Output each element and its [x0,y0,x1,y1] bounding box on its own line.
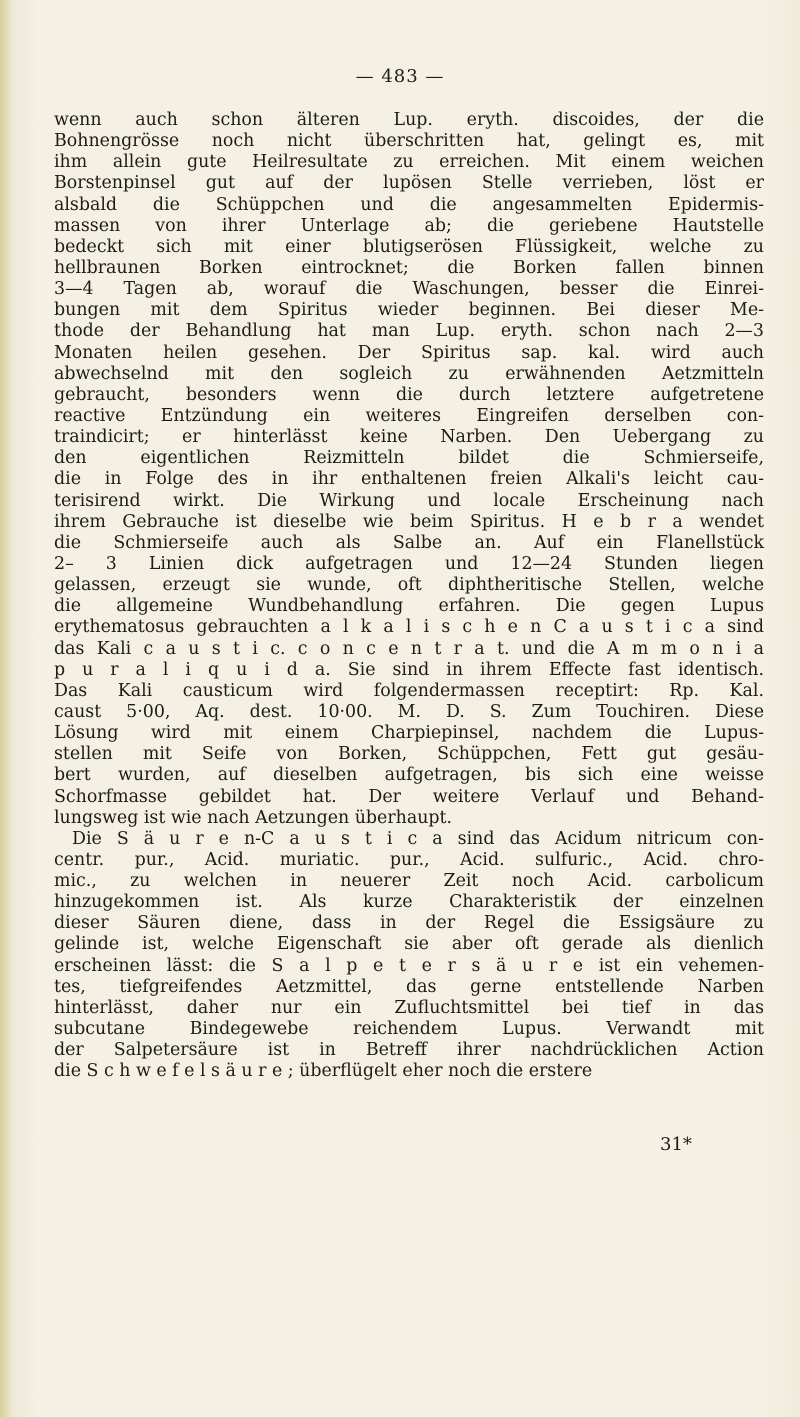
text-line: hellbraunen Borken eintrocknet; die Borken fallen binnen [54,257,764,278]
text-line: die S c h w e f e l s ä u r e ; überflügelt eher noch die erstere [54,1061,593,1082]
text-line: gelassen, erzeugt sie wunde, oft diphtheritische Stellen, welche [54,575,764,596]
text-line: ihrem Gebrauche ist dieselbe wie beim Spiritus. H e b r a wendet [54,511,764,532]
text-line: centr. pur., Acid. muriatic. pur., Acid. sulfuric., Acid. chro- [54,849,764,870]
text-line: erythematosus gebrauchten a l k a l i s c h e n C a u s t i c a sind [54,617,764,638]
text-line: bedeckt sich mit einer blutigserösen Flüssigkeit, welche zu [54,236,764,257]
text-line: hinzugekommen ist. Als kurze Charakteristik der einzelnen [54,892,764,913]
text-line: wenn auch schon älteren Lup. eryth. discoides, der die [54,110,764,130]
text-line: mic., zu welchen in neuerer Zeit noch Acid. carbolicum [54,871,764,892]
text-line: gebraucht, besonders wenn die durch letztere aufgetretene [54,384,764,405]
text-line: das Kali c a u s t i c. c o n c e n t r a t. und die A m m o n i a [54,638,764,659]
text-line: bert wurden, auf dieselben aufgetragen, bis sich eine weisse [54,765,764,786]
binding-shadow [0,0,12,1417]
text-line: Die S ä u r e n-C a u s t i c a sind das Acidum nitricum con- [72,828,764,849]
text-line: abwechselnd mit den sogleich zu erwähnenden Aetzmitteln [54,363,764,384]
text-line: thode der Behandlung hat man Lup. eryth. schon nach 2—3 [54,321,764,342]
text-line: die in Folge des in ihr enthaltenen freien Alkali's leicht cau- [54,469,764,490]
text-line: traindicirt; er hinterlässt keine Narben. Den Uebergang zu [54,427,764,448]
text-line: gelinde ist, welche Eigenschaft sie aber oft gerade als dienlich [54,934,764,955]
text-line: lungsweg ist wie nach Aetzungen überhaupt. [54,807,453,828]
text-line: die allgemeine Wundbehandlung erfahren. Die gegen Lupus [54,596,764,617]
text-line: caust 5·00, Aq. dest. 10·00. M. D. S. Zum Touchiren. Diese [54,701,764,722]
text-line: stellen mit Seife von Borken, Schüppchen, Fett gut gesäu- [54,744,764,765]
signature-mark: 31* [660,1134,692,1155]
body-text [54,110,764,1082]
text-line: erscheinen lässt: die S a l p e t e r s ä u r e ist ein vehemen- [54,955,764,976]
text-line: terisirend wirkt. Die Wirkung und locale Erscheinung nach [54,490,764,511]
text-line: Das Kali causticum wird folgendermassen receptirt: Rp. Kal. [54,680,764,701]
text-line: massen von ihrer Unterlage ab; die geriebene Hautstelle [54,215,764,236]
text-line: Schorfmasse gebildet hat. Der weitere Verlauf und Behand- [54,786,764,807]
text-line: 2– 3 Linien dick aufgetragen und 12—24 Stunden liegen [54,553,764,574]
text-line: dieser Säuren diene, dass in der Regel die Essigsäure zu [54,913,764,934]
text-line: der Salpetersäure ist in Betreff ihrer nachdrücklichen Action [54,1040,764,1061]
text-line: tes, tiefgreifendes Aetzmittel, das gerne entstellende Narben [54,976,764,997]
text-line: p u r a l i q u i d a. Sie sind in ihrem Effecte fast identisch. [54,659,764,680]
text-line: die Schmierseife auch als Salbe an. Auf ein Flanellstück [54,532,764,553]
text-line: Monaten heilen gesehen. Der Spiritus sap. kal. wird auch [54,342,764,363]
text-line: hinterlässt, daher nur ein Zufluchtsmittel bei tief in das [54,997,764,1018]
text-line: Borstenpinsel gut auf der lupösen Stelle verrieben, löst er [54,173,764,194]
text-line: den eigentlichen Reizmitteln bildet die Schmierseife, [54,448,764,469]
text-line: reactive Entzündung ein weiteres Eingreifen derselben con- [54,405,764,426]
text-line: ihm allein gute Heilresultate zu erreichen. Mit einem weichen [54,152,764,173]
text-line: subcutane Bindegewebe reichendem Lupus. Verwandt mit [54,1019,764,1040]
text-line: 3—4 Tagen ab, worauf die Waschungen, besser die Einrei- [54,279,764,300]
text-line: Lösung wird mit einem Charpiepinsel, nachdem die Lupus- [54,723,764,744]
page-number: — 483 — [355,66,445,87]
text-line: Bohnengrösse noch nicht überschritten hat, gelingt es, mit [54,131,764,152]
text-line: alsbald die Schüppchen und die angesammelten Epidermis- [54,194,764,215]
text-line: bungen mit dem Spiritus wieder beginnen. Bei dieser Me- [54,300,764,321]
